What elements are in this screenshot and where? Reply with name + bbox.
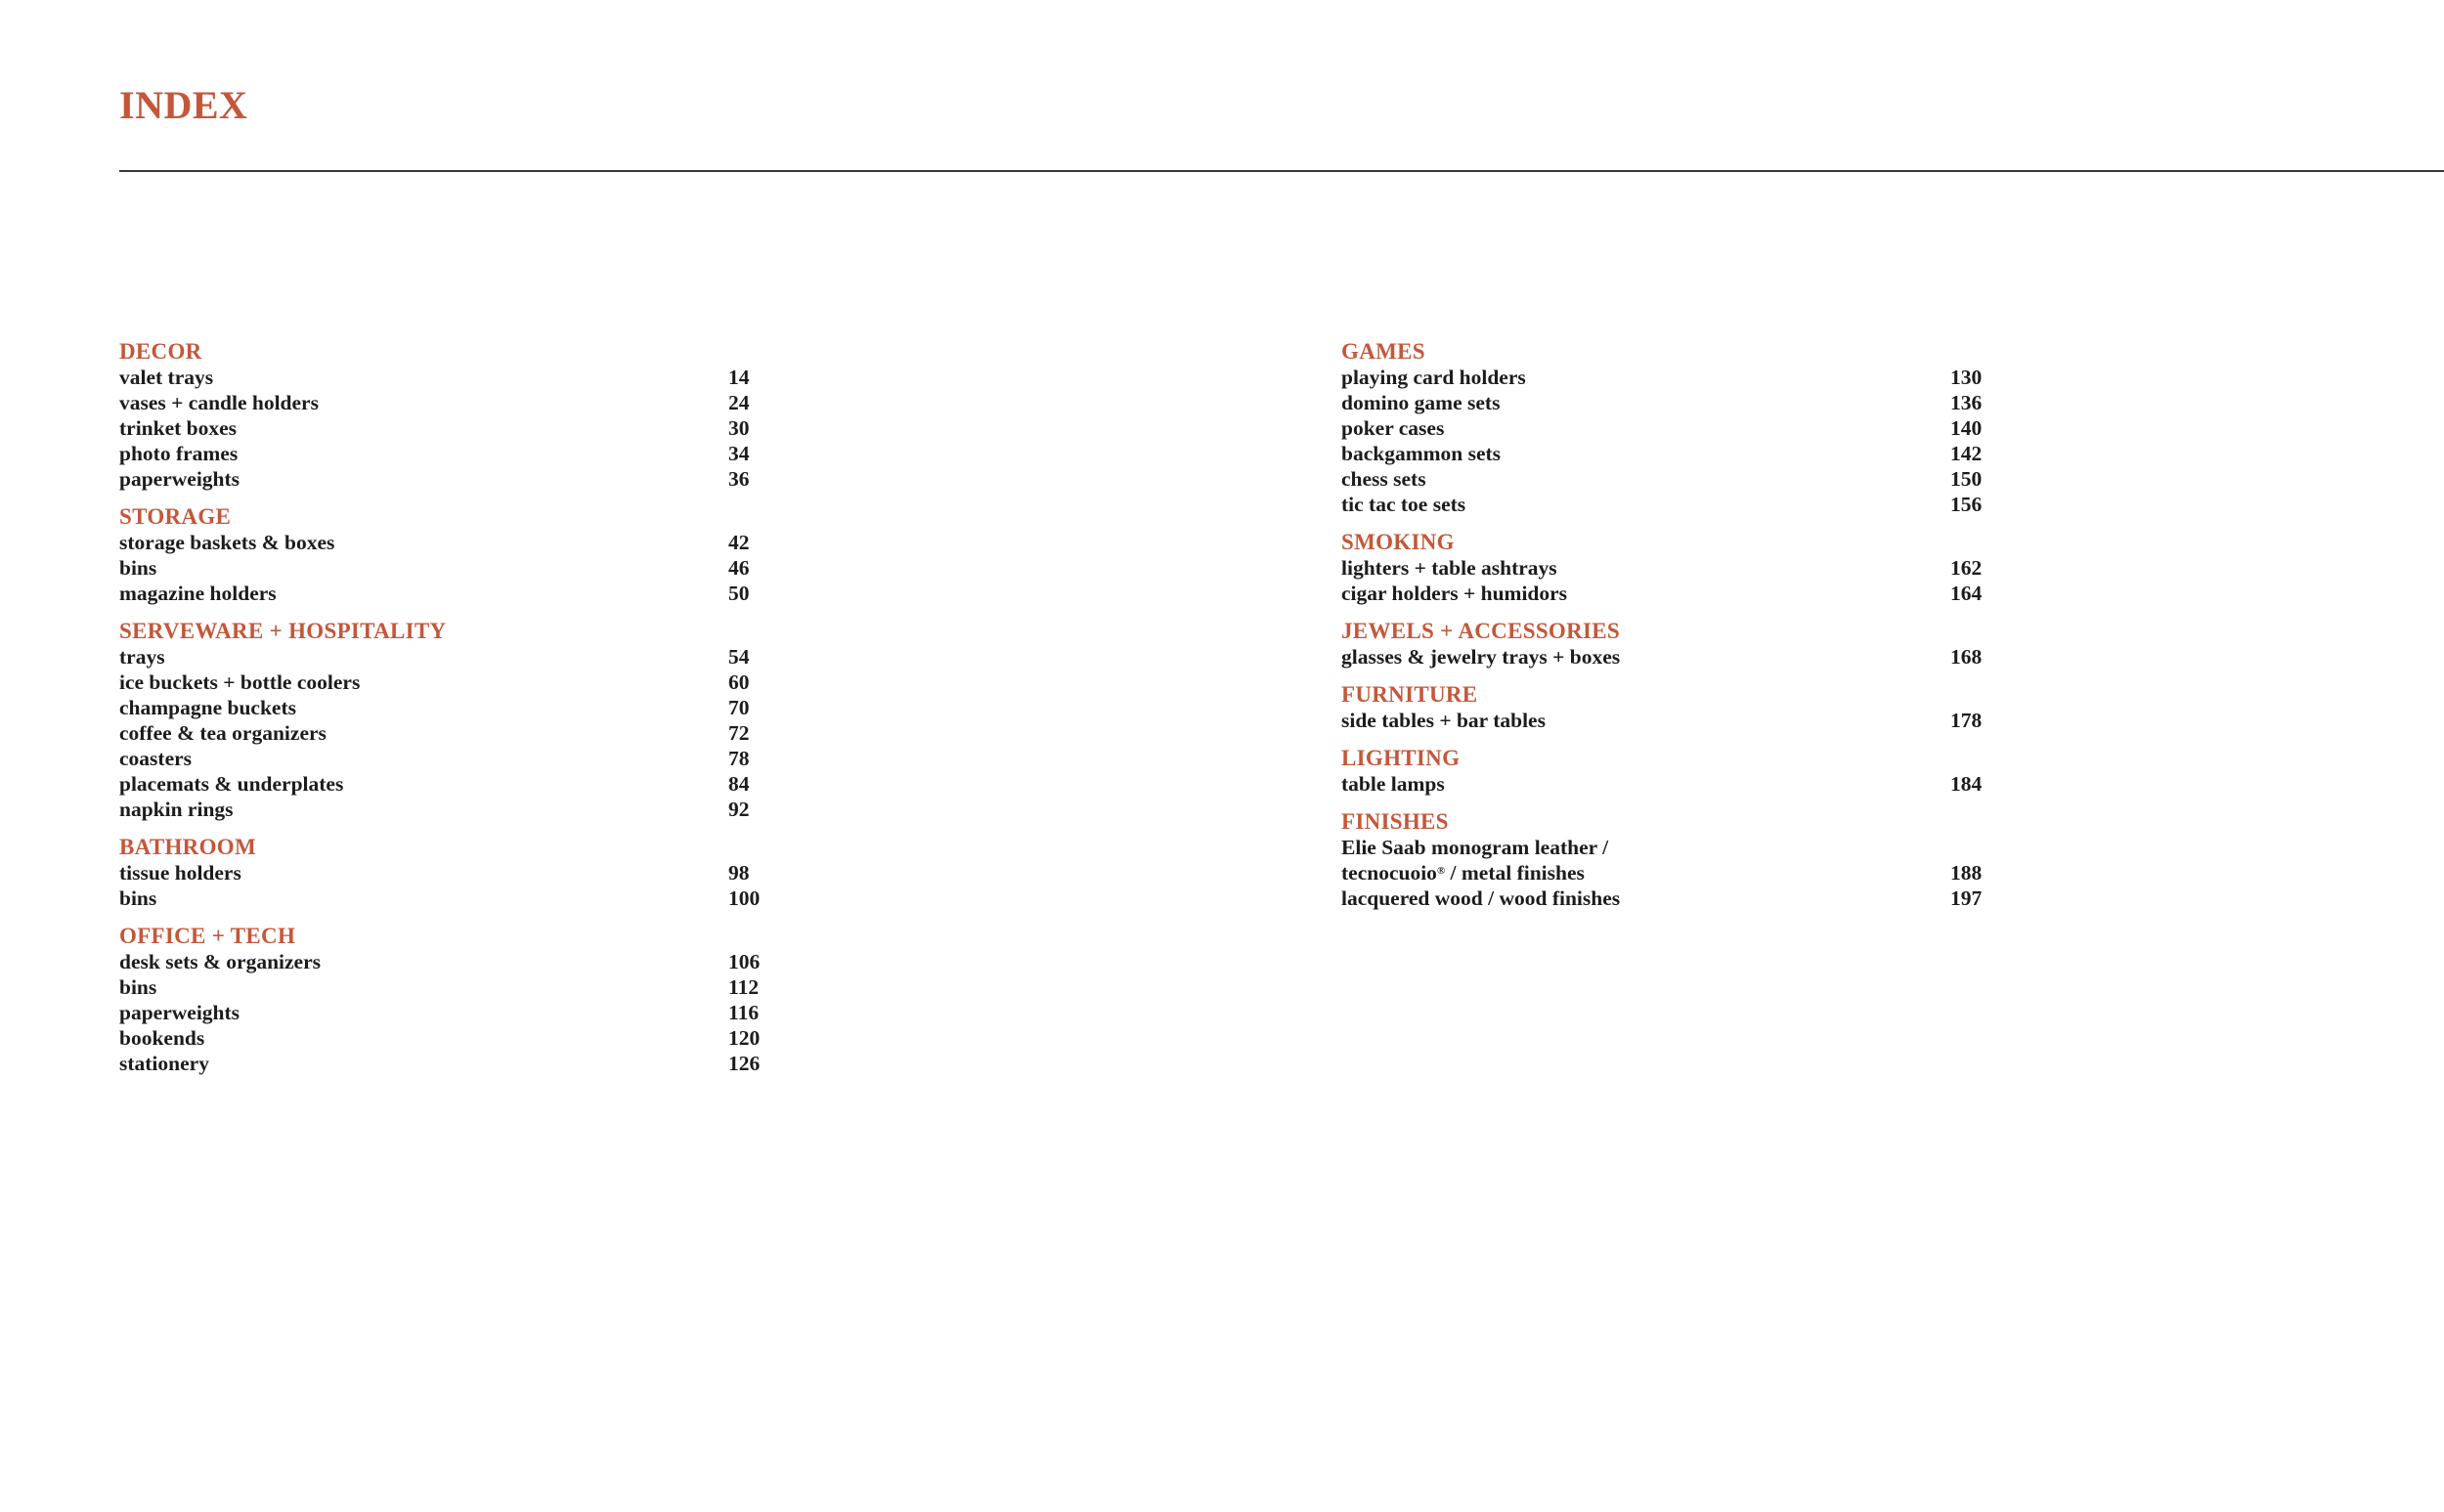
index-entry xyxy=(1341,581,2045,606)
entry-label-text: playing card holders xyxy=(1341,366,1526,389)
entry-label-text: trinket boxes xyxy=(119,416,238,440)
entry-label-text: bins xyxy=(119,886,157,910)
index-entry xyxy=(119,415,823,441)
entry-label xyxy=(1341,442,1501,465)
index-section xyxy=(119,503,823,606)
entry-page-number: 116 xyxy=(728,1001,760,1024)
entry-label xyxy=(1341,645,1620,669)
entry-page-number: 14 xyxy=(728,366,750,389)
index-entry xyxy=(119,886,823,911)
index-section xyxy=(1341,529,2045,606)
entry-label xyxy=(1341,416,1444,440)
index-entry xyxy=(1341,771,2045,797)
index-entry xyxy=(1341,441,2045,466)
entry-label-text: bins xyxy=(119,556,157,580)
entry-page-number: 178 xyxy=(1950,709,1983,732)
entry-page-number: 72 xyxy=(728,721,750,745)
index-entry xyxy=(119,390,823,415)
index-entry xyxy=(1341,835,2045,860)
index-column-left xyxy=(119,338,823,1088)
entry-label xyxy=(119,975,156,999)
registered-mark: ® xyxy=(1436,865,1446,877)
index-entry xyxy=(1341,708,2045,733)
entry-label xyxy=(119,798,234,821)
entry-label-suffix: / metal finishes xyxy=(1445,861,1585,885)
entry-page-number: 162 xyxy=(1950,556,1983,580)
index-entry xyxy=(1341,555,2045,581)
entry-page-number: 24 xyxy=(728,391,750,414)
index-entry xyxy=(1341,365,2045,390)
index-section xyxy=(1341,338,2045,517)
entry-page-number: 30 xyxy=(728,416,750,440)
entry-page-number: 156 xyxy=(1950,493,1983,516)
entry-label xyxy=(119,467,240,491)
entry-label-text: tic tac toe sets xyxy=(1341,493,1466,516)
entry-page-number: 36 xyxy=(728,467,750,491)
entry-label xyxy=(1341,772,1445,796)
section-heading: FINISHES xyxy=(1341,809,1449,834)
entry-label-text: tissue holders xyxy=(119,861,241,885)
entry-page-number: 120 xyxy=(728,1026,761,1050)
index-entry xyxy=(119,797,823,822)
entry-label-text: cigar holders + humidors xyxy=(1341,582,1568,605)
entry-label xyxy=(119,696,296,719)
entry-page-number: 42 xyxy=(728,531,750,554)
section-heading: OFFICE + TECH xyxy=(119,924,296,948)
index-entry xyxy=(119,466,823,492)
entry-page-number: 164 xyxy=(1950,582,1983,605)
entry-label xyxy=(119,772,343,796)
section-heading: LIGHTING xyxy=(1341,746,1461,770)
entry-label-text: valet trays xyxy=(119,366,214,389)
section-heading: SMOKING xyxy=(1341,530,1455,554)
entry-label-text: table lamps xyxy=(1341,772,1445,796)
entry-label-text: coffee & tea organizers xyxy=(119,721,327,745)
entry-page-number: 197 xyxy=(1950,886,1983,910)
entry-label xyxy=(1341,556,1557,580)
entry-label-text: paperweights xyxy=(119,467,240,491)
entry-label xyxy=(119,1052,209,1075)
section-heading: BATHROOM xyxy=(119,835,256,859)
entry-label xyxy=(1341,366,1526,389)
entry-label-text: storage baskets & boxes xyxy=(119,531,335,554)
entry-page-number: 130 xyxy=(1950,366,1983,389)
index-entry xyxy=(119,720,823,746)
entry-label-text: ice buckets + bottle coolers xyxy=(119,670,361,694)
entry-label-text: vases + candle holders xyxy=(119,391,319,414)
entry-label-text: Elie Saab monogram leather / xyxy=(1341,836,1609,859)
entry-page-number: 184 xyxy=(1950,772,1983,796)
entry-page-number: 106 xyxy=(728,950,761,973)
index-entry xyxy=(119,1025,823,1051)
entry-label xyxy=(1341,493,1465,516)
index-entry xyxy=(119,581,823,606)
entry-label-text: magazine holders xyxy=(119,582,277,605)
section-heading: DECOR xyxy=(119,339,202,364)
index-entry xyxy=(1341,886,2045,911)
entry-label-text: poker cases xyxy=(1341,416,1445,440)
entry-page-number: 126 xyxy=(728,1052,761,1075)
index-section xyxy=(1341,745,2045,797)
entry-label xyxy=(1341,391,1500,414)
entry-label-text: paperweights xyxy=(119,1001,240,1024)
entry-label-text: backgammon sets xyxy=(1341,442,1502,465)
entry-label xyxy=(1341,861,1585,885)
entry-label-text: glasses & jewelry trays + boxes xyxy=(1341,645,1621,669)
index-section xyxy=(119,834,823,911)
section-heading: JEWELS + ACCESSORIES xyxy=(1341,619,1620,643)
index-entry xyxy=(1341,644,2045,670)
entry-label-text: desk sets & organizers xyxy=(119,950,322,973)
entry-label xyxy=(119,1001,240,1024)
entry-label-text: lacquered wood / wood finishes xyxy=(1341,886,1621,910)
page-title: INDEX xyxy=(119,83,248,127)
entry-page-number: 168 xyxy=(1950,645,1983,669)
entry-page-number: 100 xyxy=(728,886,761,910)
section-heading: FURNITURE xyxy=(1341,682,1478,707)
entry-label-text: champagne buckets xyxy=(119,696,296,719)
entry-label xyxy=(119,1026,204,1050)
entry-page-number: 70 xyxy=(728,696,750,719)
entry-label xyxy=(119,721,327,745)
entry-label-text: chess sets xyxy=(1341,467,1426,491)
index-section xyxy=(119,923,823,1076)
entry-page-number: 150 xyxy=(1950,467,1983,491)
entry-label xyxy=(119,556,156,580)
entry-page-number: 98 xyxy=(728,861,750,885)
section-heading: SERVEWARE + HOSPITALITY xyxy=(119,619,447,643)
entry-page-number: 188 xyxy=(1950,861,1983,885)
index-entry xyxy=(119,555,823,581)
entry-label-text: trays xyxy=(119,645,165,669)
index-section xyxy=(1341,681,2045,733)
entry-label-text: stationery xyxy=(119,1052,209,1075)
index-entry xyxy=(119,1000,823,1025)
entry-page-number: 46 xyxy=(728,556,750,580)
index-entry xyxy=(1341,415,2045,441)
entry-label xyxy=(119,442,238,465)
entry-label-text: tecnocuoio xyxy=(1341,861,1437,885)
entry-label-text: bins xyxy=(119,975,157,999)
entry-label xyxy=(119,531,334,554)
index-entry xyxy=(119,530,823,555)
entry-page-number: 50 xyxy=(728,582,750,605)
index-entry xyxy=(119,1051,823,1076)
entry-label-text: domino game sets xyxy=(1341,391,1501,414)
index-section xyxy=(119,338,823,492)
entry-label-text: side tables + bar tables xyxy=(1341,709,1546,732)
index-entry xyxy=(1341,390,2045,415)
index-entry xyxy=(1341,492,2045,517)
entry-label-text: napkin rings xyxy=(119,798,234,821)
entry-label xyxy=(119,747,192,770)
index-entry xyxy=(1341,466,2045,492)
entry-page-number: 142 xyxy=(1950,442,1983,465)
entry-label xyxy=(119,391,319,414)
entry-page-number: 34 xyxy=(728,442,750,465)
entry-label xyxy=(1341,836,1608,859)
index-entry xyxy=(1341,860,2045,886)
section-heading: GAMES xyxy=(1341,339,1425,364)
entry-page-number: 78 xyxy=(728,747,750,770)
entry-label-text: placemats & underplates xyxy=(119,772,344,796)
entry-label xyxy=(119,861,241,885)
entry-label-text: bookends xyxy=(119,1026,205,1050)
entry-page-number: 92 xyxy=(728,798,750,821)
entry-label xyxy=(119,670,360,694)
entry-page-number: 136 xyxy=(1950,391,1983,414)
entry-label-text: coasters xyxy=(119,747,193,770)
entry-label xyxy=(119,582,277,605)
index-entry xyxy=(119,644,823,670)
entry-label xyxy=(119,950,321,973)
index-entry xyxy=(119,949,823,974)
entry-label xyxy=(1341,582,1567,605)
index-entry xyxy=(119,974,823,1000)
entry-page-number: 60 xyxy=(728,670,750,694)
entry-page-number: 112 xyxy=(728,975,760,999)
entry-label-text: lighters + table ashtrays xyxy=(1341,556,1557,580)
index-column-right xyxy=(1341,338,2045,923)
entry-label xyxy=(1341,709,1546,732)
index-section xyxy=(119,618,823,822)
index-entry xyxy=(119,441,823,466)
entry-label xyxy=(1341,467,1426,491)
section-heading: STORAGE xyxy=(119,504,232,529)
entry-page-number: 54 xyxy=(728,645,750,669)
index-entry xyxy=(119,365,823,390)
entry-page-number: 84 xyxy=(728,772,750,796)
entry-label xyxy=(1341,886,1620,910)
title-divider xyxy=(119,170,2444,172)
index-entry xyxy=(119,771,823,797)
index-entry xyxy=(119,746,823,771)
entry-label xyxy=(119,886,156,910)
entry-label-text: photo frames xyxy=(119,442,239,465)
index-entry xyxy=(119,860,823,886)
index-entry xyxy=(119,695,823,720)
index-section xyxy=(1341,618,2045,670)
index-section xyxy=(1341,808,2045,911)
entry-label xyxy=(119,366,213,389)
entry-label xyxy=(119,416,237,440)
entry-label xyxy=(119,645,165,669)
index-entry xyxy=(119,670,823,695)
entry-page-number: 140 xyxy=(1950,416,1983,440)
